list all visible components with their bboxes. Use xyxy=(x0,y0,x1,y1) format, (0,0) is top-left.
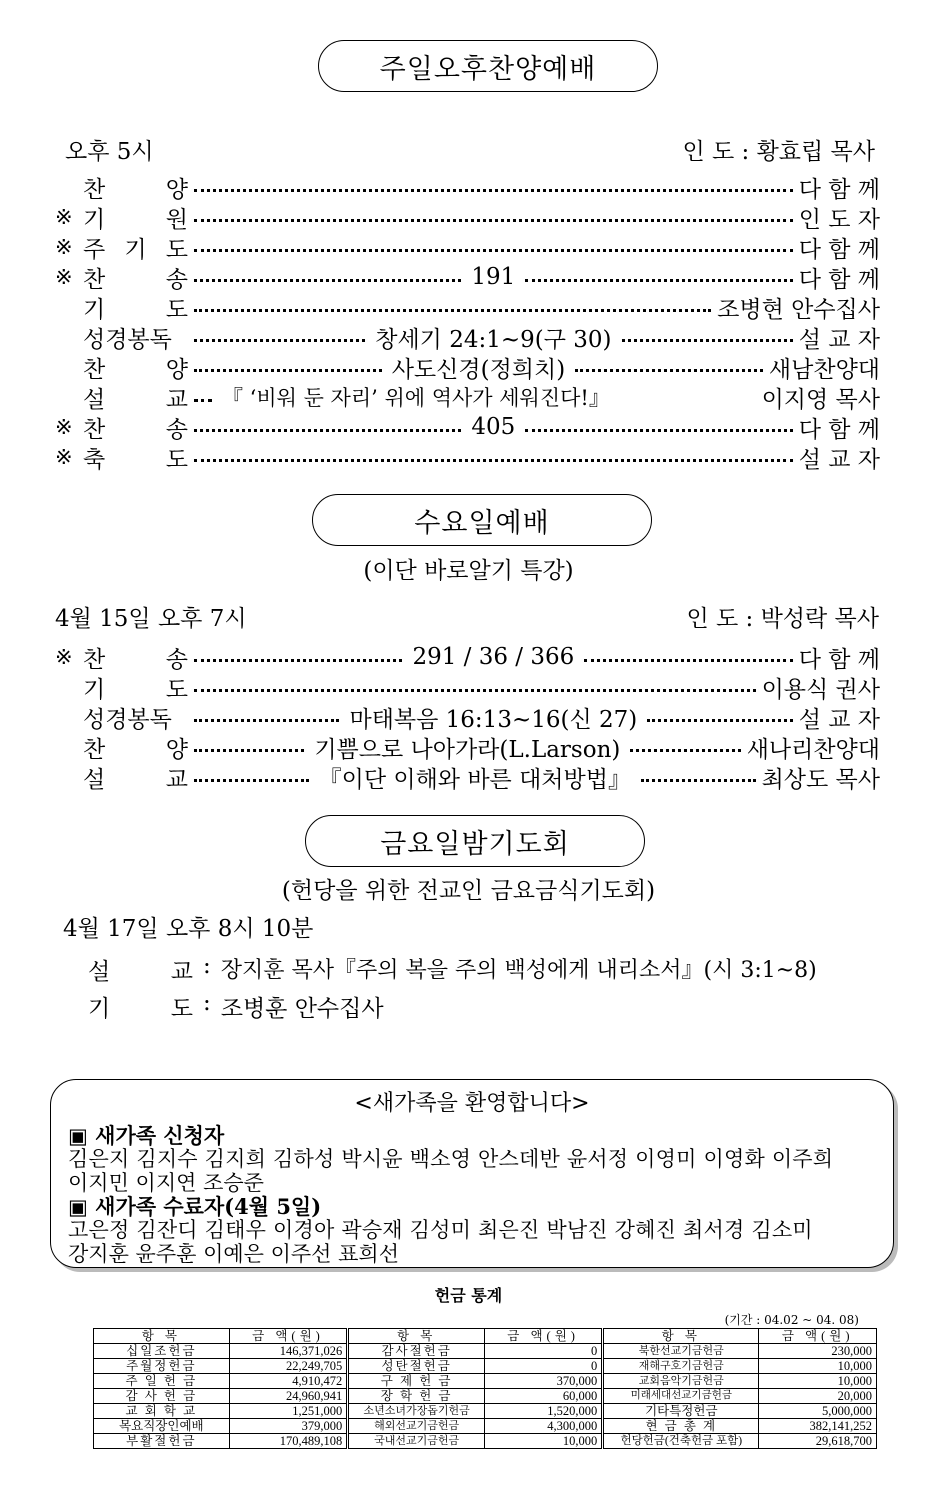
order-row xyxy=(55,262,880,292)
order-detail: 기쁨으로 나아가라(L.Larson) xyxy=(314,736,621,763)
order-person: 설 교 자 xyxy=(798,446,880,473)
order-row xyxy=(55,442,880,472)
order-item xyxy=(83,641,188,674)
dot-leader xyxy=(194,399,212,402)
applicants-line: 이지민 이지연 조승준 xyxy=(68,1171,264,1195)
colon: : xyxy=(203,953,211,979)
dot-leader xyxy=(584,659,792,662)
dot-leader xyxy=(194,219,793,222)
dot-leader xyxy=(194,459,793,462)
order-row xyxy=(55,172,880,202)
offering-item: 미래세대선교기금헌금 xyxy=(603,1389,759,1404)
offering-item: 재해구호기금헌금 xyxy=(603,1359,759,1374)
label-char: 기 xyxy=(83,676,106,703)
offering-table xyxy=(93,1328,877,1449)
order-detail: 191 xyxy=(471,264,516,290)
offering-amount: 10,000 xyxy=(759,1359,877,1374)
label-char: 교 xyxy=(165,766,188,793)
order-row xyxy=(55,732,880,762)
graduates-line: 강지훈 윤주훈 이예은 이주선 표희선 xyxy=(68,1242,399,1266)
friday-service-title: 금요일밤기도회 xyxy=(305,815,645,867)
label-char: 도 xyxy=(170,996,193,1022)
label-char: 기 xyxy=(124,236,147,263)
welcome-title: <새가족을 환영합니다> xyxy=(354,1091,590,1116)
order-item xyxy=(83,291,188,324)
order-item xyxy=(83,761,188,794)
label-char: 도 xyxy=(165,676,188,703)
offering-item: 부활절헌금 xyxy=(94,1434,230,1449)
order-row xyxy=(55,642,880,672)
dot-leader xyxy=(194,779,309,782)
offering-amount: 10,000 xyxy=(759,1374,877,1389)
label-char: 찬 xyxy=(83,266,106,293)
table-row xyxy=(94,1389,877,1404)
label-char: 찬 xyxy=(83,356,106,383)
offering-item: 교회음악기금헌금 xyxy=(603,1374,759,1389)
offering-amount: 60,000 xyxy=(484,1389,602,1404)
order-person: 이용식 권사 xyxy=(761,676,880,703)
dot-leader xyxy=(525,279,792,282)
offering-item: 주 일 헌 금 xyxy=(94,1374,230,1389)
order-item xyxy=(83,351,188,384)
order-row xyxy=(55,762,880,792)
order-person: 다 함 께 xyxy=(798,236,880,263)
order-person: 다 함 께 xyxy=(798,646,880,673)
friday-prayer-label xyxy=(88,990,193,1023)
dot-leader xyxy=(630,749,740,752)
offering-amount: 146,371,026 xyxy=(229,1344,348,1359)
order-detail: 마태복음 16:13~16(신 27) xyxy=(349,706,638,733)
order-row xyxy=(55,292,880,322)
label-char: 기 xyxy=(83,206,106,233)
label-char: 설 xyxy=(83,386,106,413)
label-char: 도 xyxy=(165,236,188,263)
label-char: 주 xyxy=(83,236,106,263)
column-header: 금 액(원) xyxy=(229,1329,348,1344)
order-item: 성경봉독 xyxy=(83,706,172,733)
wednesday-service-title: 수요일예배 xyxy=(312,494,652,546)
label-char: 기 xyxy=(83,296,106,323)
dot-leader xyxy=(194,279,461,282)
friday-prayer-line xyxy=(88,990,384,1023)
label-char: 도 xyxy=(165,296,188,323)
wednesday-leader: 인 도 : 박성락 목사 xyxy=(686,606,879,632)
label-char: 기 xyxy=(88,996,111,1022)
label-char: 찬 xyxy=(83,736,106,763)
offering-amount: 20,000 xyxy=(759,1389,877,1404)
applicants-line: 김은지 김지수 김지희 김하성 박시윤 백소영 안스데반 윤서정 이영미 이영화 이주희 xyxy=(68,1147,834,1171)
required-mark: ※ xyxy=(55,265,73,289)
label-char: 양 xyxy=(165,176,188,203)
order-person: 이지영 목사 xyxy=(761,386,880,413)
table-row xyxy=(94,1404,877,1419)
offering-item: 목요직장인예배 xyxy=(94,1419,230,1434)
offering-item: 헌당헌금(건축헌금 포함) xyxy=(603,1434,759,1449)
graduates-line: 고은정 김잔디 김태우 이경아 곽승재 김성미 최은진 박남진 강혜진 최서경 김소미 xyxy=(68,1218,813,1242)
offering-item: 감 사 헌 금 xyxy=(94,1389,230,1404)
offering-amount: 0 xyxy=(484,1344,602,1359)
label-char: 송 xyxy=(165,646,188,673)
dot-leader xyxy=(194,309,711,312)
friday-sermon: 장지훈 목사『주의 복을 주의 백성에게 내리소서』(시 3:1~8) xyxy=(220,958,817,983)
label-char: 원 xyxy=(165,206,188,233)
offering-item: 감사절헌금 xyxy=(348,1344,485,1359)
label-char: 설 xyxy=(83,766,106,793)
offering-item: 소년소녀가장돕기헌금 xyxy=(348,1404,485,1419)
order-row xyxy=(55,412,880,442)
table-row xyxy=(94,1344,877,1359)
required-mark: ※ xyxy=(55,235,73,259)
offering-amount: 230,000 xyxy=(759,1344,877,1359)
order-person: 다 함 께 xyxy=(798,416,880,443)
friday-sermon-line xyxy=(88,953,817,986)
offering-item: 교 회 학 교 xyxy=(94,1404,230,1419)
offering-total-label: 현 금 총 계 xyxy=(603,1419,759,1434)
order-detail: 『 ‘비워 둔 자리’ 위에 역사가 세워진다!』 xyxy=(222,386,610,410)
label-char: 도 xyxy=(165,446,188,473)
offering-amount: 379,000 xyxy=(229,1419,348,1434)
order-detail: 291 / 36 / 366 xyxy=(412,644,575,670)
table-row xyxy=(94,1419,877,1434)
order-item xyxy=(83,171,188,204)
label-char: 교 xyxy=(170,959,193,985)
offering-item: 기타특정헌금 xyxy=(603,1404,759,1419)
order-item xyxy=(83,231,188,264)
column-header: 항 목 xyxy=(603,1329,759,1344)
offering-amount: 370,000 xyxy=(484,1374,602,1389)
order-person: 조병현 안수집사 xyxy=(717,296,880,323)
order-detail: 창세기 24:1~9(구 30) xyxy=(375,326,612,353)
label-char: 양 xyxy=(165,356,188,383)
dot-leader xyxy=(194,749,304,752)
offering-item: 장 학 헌 금 xyxy=(348,1389,485,1404)
label-char: 축 xyxy=(83,446,106,473)
offering-amount: 1,251,000 xyxy=(229,1404,348,1419)
order-person: 다 함 께 xyxy=(798,176,880,203)
required-mark: ※ xyxy=(55,445,73,469)
order-person: 설 교 자 xyxy=(798,326,881,353)
order-item xyxy=(83,201,188,234)
dot-leader xyxy=(194,339,365,342)
label-char: 찬 xyxy=(83,416,106,443)
order-item xyxy=(83,731,188,764)
offering-amount: 170,489,108 xyxy=(229,1434,348,1449)
required-mark: ※ xyxy=(55,645,73,669)
offering-amount: 10,000 xyxy=(484,1434,602,1449)
friday-subtitle: (헌당을 위한 전교인 금요금식기도회) xyxy=(281,878,656,904)
offering-amount: 5,000,000 xyxy=(759,1404,877,1419)
table-header-row xyxy=(94,1329,877,1344)
order-row xyxy=(55,352,880,382)
order-person: 설 교 자 xyxy=(798,706,880,733)
dot-leader xyxy=(194,369,382,372)
label-char: 송 xyxy=(165,266,188,293)
order-row xyxy=(55,382,880,412)
wednesday-subtitle: (이단 바로알기 특강) xyxy=(363,558,574,584)
offering-period: (기간 : 04.02 ~ 04. 08) xyxy=(724,1313,859,1327)
column-header: 항 목 xyxy=(348,1329,485,1344)
dot-leader xyxy=(622,339,793,342)
required-mark: ※ xyxy=(55,205,73,229)
dot-leader xyxy=(194,689,756,692)
wednesday-time: 4월 15일 오후 7시 xyxy=(55,606,247,632)
label-char: 찬 xyxy=(83,646,106,673)
order-detail: 사도신경(정희치) xyxy=(391,356,566,383)
order-row xyxy=(55,322,880,352)
dot-leader xyxy=(194,429,461,432)
order-row xyxy=(55,702,880,732)
dot-leader xyxy=(194,249,793,252)
label-char: 교 xyxy=(165,386,188,413)
dot-leader xyxy=(194,719,339,722)
column-header: 금 액(원) xyxy=(759,1329,877,1344)
order-person: 새남찬양대 xyxy=(768,356,881,383)
column-header: 항 목 xyxy=(94,1329,230,1344)
friday-time: 4월 17일 오후 8시 10분 xyxy=(63,916,314,942)
applicants-heading: ▣ 새가족 신청자 xyxy=(68,1123,225,1148)
offering-total-amount: 382,141,252 xyxy=(759,1419,877,1434)
offering-item: 십일조헌금 xyxy=(94,1344,230,1359)
order-row xyxy=(55,232,880,262)
order-detail: 405 xyxy=(471,414,516,440)
sunday-time: 오후 5시 xyxy=(65,139,154,165)
order-item xyxy=(83,381,188,414)
dot-leader xyxy=(194,189,793,192)
offering-item: 북한선교기금헌금 xyxy=(603,1344,759,1359)
order-item xyxy=(83,671,188,704)
dot-leader xyxy=(641,779,756,782)
new-family-welcome-box xyxy=(50,1079,894,1268)
order-row xyxy=(55,202,880,232)
order-person: 최상도 목사 xyxy=(761,766,880,793)
dot-leader xyxy=(647,719,792,722)
order-item: 성경봉독 xyxy=(83,326,172,353)
friday-sermon-label xyxy=(88,953,193,986)
offering-amount: 29,618,700 xyxy=(759,1434,877,1449)
offering-amount: 4,300,000 xyxy=(484,1419,602,1434)
label-char: 찬 xyxy=(83,176,106,203)
table-row xyxy=(94,1434,877,1449)
offering-amount: 24,960,941 xyxy=(229,1389,348,1404)
sunday-leader: 인 도 : 황효립 목사 xyxy=(682,139,875,165)
order-item xyxy=(83,411,188,444)
order-person: 새나리찬양대 xyxy=(746,736,880,763)
offering-title: 헌금 통계 xyxy=(434,1286,503,1305)
order-row xyxy=(55,672,880,702)
order-item xyxy=(83,441,188,474)
offering-item: 국내선교기금헌금 xyxy=(348,1434,485,1449)
offering-item: 주월정헌금 xyxy=(94,1359,230,1374)
label-char: 송 xyxy=(165,416,188,443)
dot-leader xyxy=(194,659,402,662)
offering-item: 구 제 헌 금 xyxy=(348,1374,485,1389)
order-detail: 『이단 이해와 바른 대처방법』 xyxy=(318,766,631,793)
table-row xyxy=(94,1374,877,1389)
offering-amount: 0 xyxy=(484,1359,602,1374)
offering-amount: 22,249,705 xyxy=(229,1359,348,1374)
friday-prayer: 조병훈 안수집사 xyxy=(220,996,384,1022)
required-mark: ※ xyxy=(55,415,73,439)
dot-leader xyxy=(525,429,792,432)
offering-item: 해외선교기금헌금 xyxy=(348,1419,485,1434)
table-row xyxy=(94,1359,877,1374)
order-person: 다 함 께 xyxy=(798,266,880,293)
order-item xyxy=(83,261,188,294)
colon: : xyxy=(203,990,211,1016)
offering-item: 성탄절헌금 xyxy=(348,1359,485,1374)
offering-amount: 4,910,472 xyxy=(229,1374,348,1389)
label-char: 설 xyxy=(88,959,111,985)
dot-leader xyxy=(575,369,763,372)
offering-amount: 1,520,000 xyxy=(484,1404,602,1419)
column-header: 금 액(원) xyxy=(484,1329,602,1344)
label-char: 양 xyxy=(165,736,188,763)
order-person: 인 도 자 xyxy=(798,206,880,233)
graduates-heading: ▣ 새가족 수료자(4월 5일) xyxy=(68,1194,322,1219)
sunday-service-title: 주일오후찬양예배 xyxy=(318,40,658,92)
